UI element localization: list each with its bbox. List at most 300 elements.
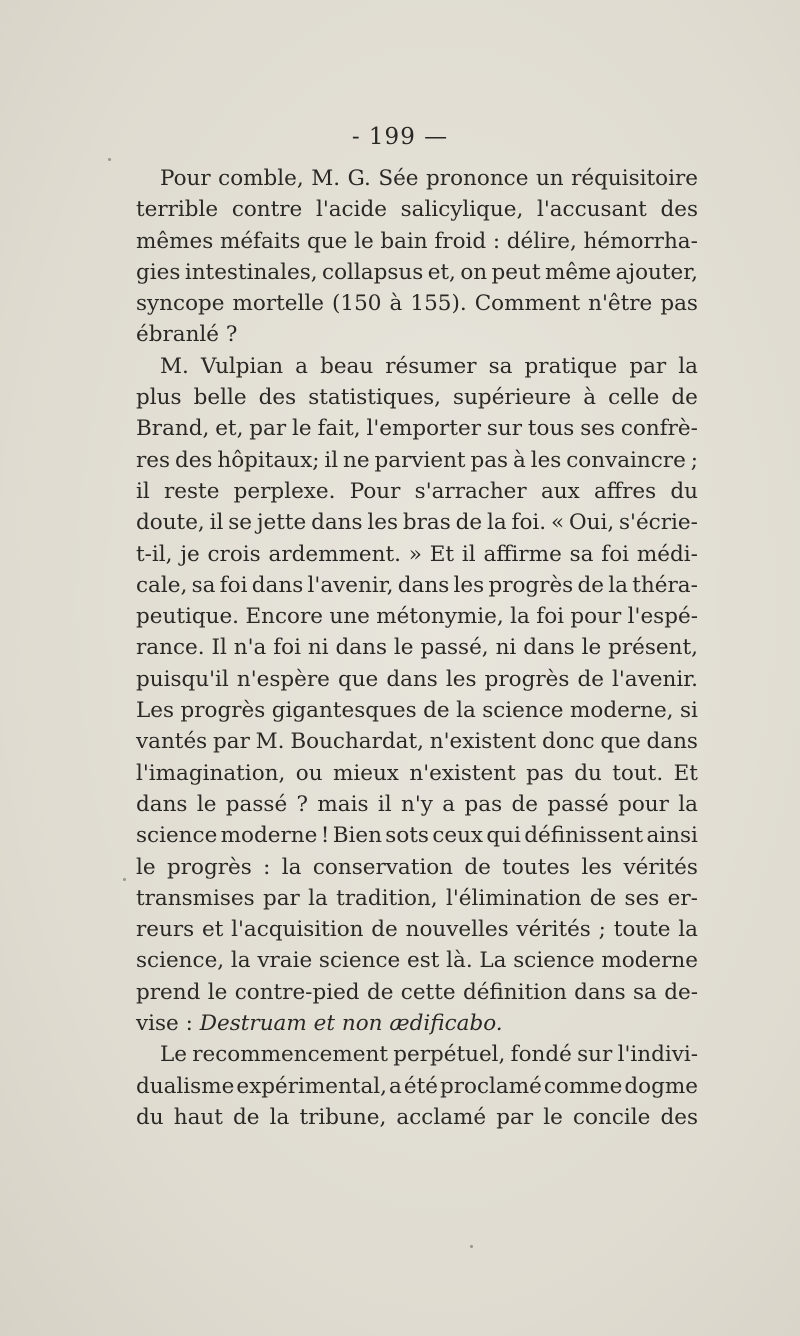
word: Le [160,1042,188,1068]
word: moderne [220,823,318,849]
word: les [445,666,477,692]
word: terrible [136,197,219,223]
word: n'être [588,291,653,317]
word: de [671,385,698,411]
word: présent, [608,635,698,661]
print-speck [123,878,126,881]
word: progrès [488,572,574,598]
word: foi [273,635,301,661]
word: M. [255,729,285,755]
word: de [577,666,604,692]
word: cale, [136,572,188,598]
word: dans [251,572,304,598]
word: tribune, [299,1104,387,1130]
word: transmises [136,885,255,911]
word: conservation [312,854,453,880]
word: beau [320,353,374,379]
word: la [456,698,476,724]
word: n'existent [409,760,516,786]
word: l'imagination, [136,760,286,786]
text-line [136,319,698,350]
word: se [228,510,252,536]
word: si [679,698,698,724]
word: la [230,948,251,974]
word: recommencement [192,1042,388,1068]
word: de [371,917,398,943]
word: contre-pied [234,979,360,1005]
text-line [136,226,698,257]
word: par [262,885,300,911]
word: concile [572,1104,651,1130]
text-line [136,476,698,507]
word: n'existent [429,729,537,755]
word: de [455,510,483,536]
word: M. [311,166,341,191]
word: doute, [136,510,205,536]
word: tout. [612,760,664,786]
word: par [496,1104,534,1130]
word: toutes [502,854,571,880]
word: affres [593,478,657,504]
word: : [492,228,501,254]
word: des [174,447,213,473]
word: dans [397,572,450,598]
word: Il [211,635,227,661]
word: est [406,948,440,974]
word: intestinales, [184,259,318,285]
word: de [464,854,491,880]
word: l'espé- [627,604,698,630]
text-line [136,194,698,225]
word: » [408,541,422,567]
word: G. [347,166,371,191]
word: métonymie, [376,604,504,630]
word: salicylique, [400,197,524,223]
word: la [486,510,507,536]
word: dans [574,979,626,1005]
word: perpétuel, [393,1042,506,1068]
word: tradition, [336,885,438,911]
word: le [354,228,374,254]
word: résumer [385,353,477,379]
word: progrès [484,666,570,692]
word: ? [296,791,309,817]
word: tous [527,416,575,442]
word: la [510,604,530,630]
italic-word: ædificabo. [389,1011,503,1037]
word: l'emporter [366,416,481,442]
word: pratique [524,353,618,379]
word: M. [160,353,189,379]
word: ainsi [646,823,698,849]
word: a [389,1073,402,1099]
word: de [423,698,450,724]
word: mais [317,791,369,817]
word: ceux [432,823,484,849]
word: le [543,1104,563,1130]
text-line [136,852,698,883]
word: ni [307,635,329,661]
word: des [258,385,297,411]
text-line [136,789,698,820]
word: nouvelles [405,917,509,943]
word: a [295,353,308,379]
word: : [185,1011,193,1037]
word: un [535,166,564,191]
word: l'accusant [536,197,647,223]
word: reste [164,478,220,504]
word: sur [577,1042,613,1068]
word: affirme [483,541,562,567]
word: ? [225,322,238,348]
word: ni [495,635,517,661]
word: convaincre [566,447,686,473]
text-line [136,977,698,1008]
word: il [324,447,339,473]
word: de [511,791,538,817]
word: le [196,791,217,817]
word: réquisitoire [571,166,698,191]
text-line [136,945,698,976]
text-line [136,1071,698,1102]
word: il [136,478,150,504]
word: du [670,478,698,504]
word: foi. [511,510,547,536]
text-line [136,351,698,382]
word: définissent [524,823,644,849]
text-line [136,758,698,789]
text-line [136,1008,698,1039]
word: belle [193,385,247,411]
italic-word: non [341,1011,383,1037]
word: « [550,510,565,536]
word: expérimental, [236,1073,387,1099]
word: dogme [624,1073,698,1099]
word: sots [385,823,429,849]
word: Comment [474,291,581,317]
word: théra- [632,572,698,598]
word: à [583,385,597,411]
word: pour [570,604,622,630]
word: par [249,416,287,442]
word: ses [580,416,615,442]
word: bain [380,228,428,254]
word: syncope [136,291,225,317]
word: bras [402,510,451,536]
word: dualisme [136,1073,235,1099]
word: été [403,1073,438,1099]
word: que [337,666,379,692]
text-line [136,820,698,851]
word: de [577,572,605,598]
word: n'espère [236,666,330,692]
word: la [281,854,302,880]
word: ou [295,760,323,786]
word: pour [618,791,669,817]
word: science, [136,948,225,974]
word: l'avenir. [612,666,698,692]
word: sa [488,353,513,379]
word: Et [673,760,698,786]
word: des [660,1104,698,1130]
word: science [482,698,564,724]
word: ne [343,447,370,473]
word: contre [231,197,303,223]
word: l'avenir, [307,572,394,598]
word: n'a [233,635,267,661]
word: t-il, [136,541,173,567]
text-line [136,695,698,726]
word: comme [543,1073,623,1099]
word: moderne [601,948,698,974]
text-line [136,507,698,538]
word: n'y [401,791,433,817]
word: sa [569,541,594,567]
word: des [660,197,698,223]
word: celle [608,385,660,411]
word: Et [429,541,455,567]
word: acclamé [396,1104,487,1130]
word: du [136,1104,164,1130]
word: donc [541,729,595,755]
word: foi [219,572,248,598]
word: la [608,572,628,598]
word: moderne, [570,698,674,724]
word: science [318,948,401,974]
word: a [442,791,456,817]
text-line [136,163,698,194]
word: dans [311,510,363,536]
word: Pour [160,166,211,191]
word: le [581,635,602,661]
word: sa [191,572,216,598]
word: pas [464,791,503,817]
word: passé [225,791,288,817]
word: Les [136,698,175,724]
word: Brand, [136,416,210,442]
word: statistiques, [308,385,441,411]
word: ajouter, [615,259,698,285]
word: à [512,447,526,473]
text-line [136,664,698,695]
word: peut [491,259,541,285]
word: ; [690,447,698,473]
word: ébranlé [136,322,220,348]
word: la [678,353,698,379]
word: une [329,604,370,630]
word: gies [136,259,181,285]
text-line [136,382,698,413]
print-speck [470,1245,473,1248]
word: par [213,729,250,755]
word: l'élimination [445,885,582,911]
word: La [479,948,507,974]
word: peutique. [136,604,240,630]
word: définition [462,979,567,1005]
word: progrès [166,854,252,880]
word: comble, [218,166,304,191]
word: Bien [332,823,382,849]
word: hémorrha- [583,228,698,254]
word: de [366,979,394,1005]
text-line [136,883,698,914]
word: les [530,447,562,473]
word: aux [540,478,580,504]
word: vraie [257,948,313,974]
word: ardemment. [268,541,401,567]
word: passé, [420,635,489,661]
word: Sée [378,166,419,191]
word: jette [256,510,307,536]
word: (150 [332,291,382,317]
text-line [136,726,698,757]
word: les [581,854,613,880]
word: du [574,760,602,786]
word: les [453,572,485,598]
word: ; [598,917,606,943]
word: proclamé [440,1073,542,1099]
word: sa [632,979,657,1005]
word: ses [624,885,660,911]
word: méfaits [219,228,301,254]
word: mêmes [136,228,214,254]
word: pas [526,760,564,786]
text-line [136,632,698,663]
word: de [589,885,617,911]
word: dans [136,791,188,817]
word: là. [446,948,473,974]
word: vérités [623,854,698,880]
word: gigantesques [271,698,417,724]
word: médi- [636,541,698,567]
word: s'écrie- [619,510,698,536]
word: et [201,917,224,943]
word: passé [547,791,609,817]
word: plus [136,385,182,411]
word: et, [427,259,456,285]
word: foi [536,604,565,630]
page-number: - 199 — [351,124,449,150]
word: parvient [374,447,466,473]
word: confrè- [620,416,698,442]
text-line [136,914,698,945]
text-line [136,539,698,570]
word: prononce [426,166,529,191]
word: collapsus [322,259,424,285]
word: il [209,510,224,536]
word: progrès [180,698,266,724]
word: il [377,791,392,817]
word: je [180,541,200,567]
print-speck [108,158,111,161]
word: qui [486,823,521,849]
word: mortelle [232,291,324,317]
word: perplexe. [233,478,336,504]
word: la [678,791,698,817]
word: le [393,635,414,661]
word: er- [667,885,698,911]
word: froid [434,228,487,254]
word: les [367,510,399,536]
word: sur [486,416,523,442]
word: science [136,823,218,849]
word: que [307,228,348,254]
word: ! [320,823,330,849]
word: délire, [506,228,577,254]
word: rance. [136,635,205,661]
word: dans [335,635,388,661]
text-line [136,413,698,444]
word: le [291,416,312,442]
word: dans [646,729,698,755]
word: puisqu'il [136,666,229,692]
word: que [600,729,641,755]
word: science [513,948,595,974]
italic-word: et [313,1011,335,1037]
word: l'acquisition [231,917,364,943]
word: vise [136,1011,179,1037]
word: pas [470,447,509,473]
word: même [544,259,612,285]
word: par [629,353,667,379]
word: de [233,1104,260,1130]
text-line [136,601,698,632]
word: Bouchardat, [290,729,424,755]
word: supérieure [453,385,572,411]
word: la [269,1104,290,1130]
word: haut [173,1104,223,1130]
word: dans [386,666,438,692]
italic-word: Destruam [199,1011,307,1037]
word: s'arracher [414,478,527,504]
word: et, [215,416,244,442]
word: toute [613,917,671,943]
word: crois [207,541,261,567]
word: foi [601,541,630,567]
word: à [389,291,403,317]
word: Vulpian [200,353,284,379]
word: Encore [245,604,323,630]
word: : [263,854,271,880]
text-line [136,445,698,476]
word: le [207,979,228,1005]
word: mieux [332,760,399,786]
word: hôpitaux; [217,447,320,473]
word: de- [664,979,698,1005]
word: reurs [136,917,195,943]
word: fondé [510,1042,572,1068]
word: vantés [136,729,208,755]
word: le [136,854,156,880]
word: on [460,259,488,285]
word: 155). [410,291,467,317]
word: Oui, [568,510,615,536]
word: vérités [516,917,591,943]
word: res [136,447,171,473]
text-line [136,288,698,319]
word: l'indivi- [617,1042,698,1068]
word: la [308,885,328,911]
text-line [136,1102,698,1133]
word: Pour [349,478,401,504]
word: pas [660,291,698,317]
word: dans [523,635,575,661]
word: il [461,541,476,567]
word: fait, [317,416,361,442]
text-line [136,257,698,288]
body-text [136,163,698,1133]
word: la [678,917,698,943]
